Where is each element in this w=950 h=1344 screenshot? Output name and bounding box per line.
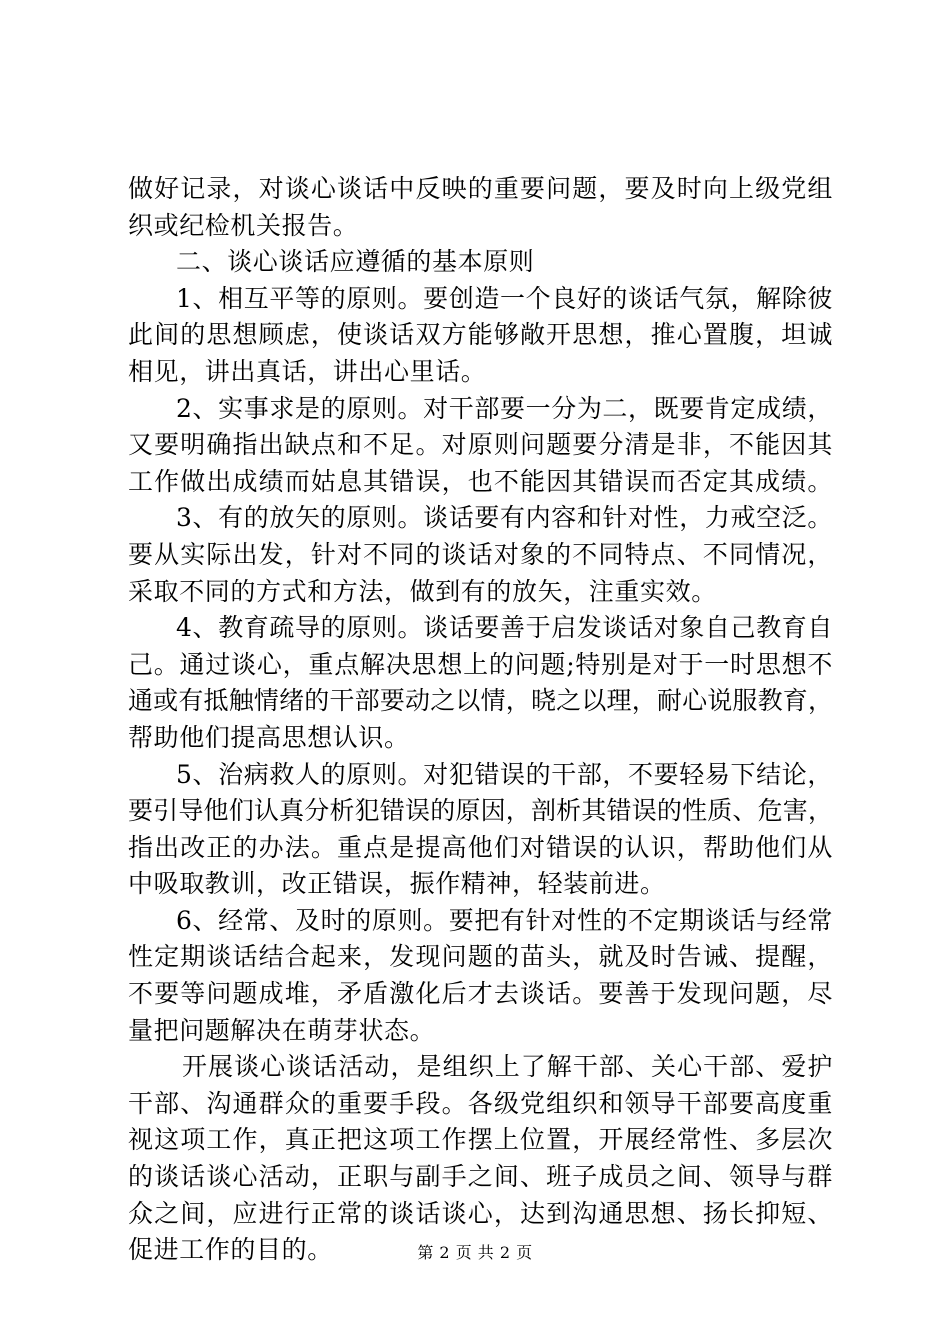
text-line: 1、相互平等的原则。要创造一个良好的谈话气氛，解除彼 — [176, 283, 833, 313]
text-line: 干部、沟通群众的重要手段。各级党组织和领导干部要高度重 — [128, 1088, 833, 1118]
document-body — [128, 171, 833, 1269]
text-line: 二、谈心谈话应遵循的基本原则 — [176, 247, 535, 277]
text-line: 性定期谈话结合起来，发现问题的苗头，就及时告诫、提醒， — [128, 942, 833, 972]
text-line: 要从实际出发，针对不同的谈话对象的不同特点、不同情况， — [128, 539, 833, 569]
text-line: 做好记录，对谈心谈话中反映的重要问题，要及时向上级党组 — [128, 174, 833, 203]
text-line: 相见，讲出真话，讲出心里话。 — [128, 356, 487, 386]
text-line: 己。通过谈心，重点解决思想上的问题;特别是对于一时思想不 — [128, 649, 833, 679]
text-line: 众之间，应进行正常的谈话谈心，达到沟通思想、扬长抑短、 — [128, 1198, 833, 1228]
text-line: 4、教育疏导的原则。谈话要善于启发谈话对象自己教育自 — [176, 613, 833, 643]
text-line: 要引导他们认真分析犯错误的原因，剖析其错误的性质、危害， — [128, 796, 833, 826]
page-footer: 第 2 页 共 2 页 — [417, 1243, 533, 1262]
text-line: 量把问题解决在萌芽状态。 — [128, 1015, 436, 1045]
text-line: 3、有的放矢的原则。谈话要有内容和针对性，力戒空泛。 — [176, 503, 833, 533]
text-line: 又要明确指出缺点和不足。对原则问题要分清是非，不能因其 — [128, 430, 833, 460]
text-line: 工作做出成绩而姑息其错误，也不能因其错误而否定其成绩。 — [128, 466, 833, 496]
text-line: 促进工作的目的。 — [128, 1235, 333, 1265]
text-line: 帮助他们提高思想认识。 — [128, 722, 410, 752]
text-line: 采取不同的方式和方法，做到有的放矢，注重实效。 — [128, 576, 717, 606]
text-line: 2、实事求是的原则。对干部要一分为二，既要肯定成绩， — [176, 393, 833, 423]
text-line: 6、经常、及时的原则。要把有针对性的不定期谈话与经常 — [176, 905, 833, 935]
text-line: 开展谈心谈话活动，是组织上了解干部、关心干部、爱护 — [182, 1052, 833, 1082]
text-line: 中吸取教训，改正错误，振作精神，轻装前进。 — [128, 869, 666, 899]
text-line: 织或纪检机关报告。 — [128, 210, 359, 240]
text-line: 的谈话谈心活动，正职与副手之间、班子成员之间、领导与群 — [128, 1162, 833, 1192]
text-line: 此间的思想顾虑，使谈话双方能够敞开思想，推心置腹，坦诚 — [128, 320, 833, 350]
text-line: 不要等问题成堆，矛盾激化后才去谈话。要善于发现问题，尽 — [128, 979, 833, 1009]
text-line: 5、治病救人的原则。对犯错误的干部，不要轻易下结论， — [176, 759, 833, 789]
text-line: 视这项工作，真正把这项工作摆上位置，开展经常性、多层次 — [128, 1125, 833, 1155]
text-line: 通或有抵触情绪的干部要动之以情，晓之以理，耐心说服教育， — [128, 686, 833, 716]
text-line: 指出改正的办法。重点是提高他们对错误的认识，帮助他们从 — [128, 832, 833, 862]
